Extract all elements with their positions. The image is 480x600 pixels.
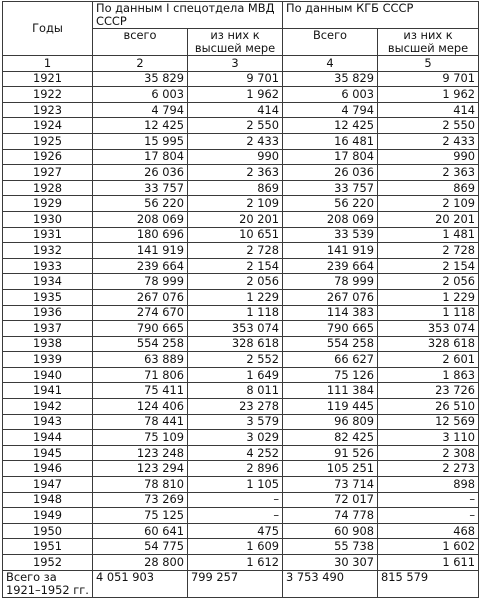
mvd-highest-cell: 328 618 xyxy=(188,336,283,352)
column-number-row xyxy=(3,56,479,72)
year-cell: 1938 xyxy=(3,336,93,352)
mvd-total-cell: 123 294 xyxy=(93,461,188,477)
year-cell: 1951 xyxy=(3,539,93,555)
kgb-total-cell: 267 076 xyxy=(283,289,378,305)
table-row xyxy=(3,523,479,539)
year-cell: 1945 xyxy=(3,445,93,461)
kgb-total-cell: 78 999 xyxy=(283,274,378,290)
mvd-total-cell: 15 995 xyxy=(93,133,188,149)
kgb-highest-cell: 12 569 xyxy=(378,414,479,430)
column-number: 2 xyxy=(93,56,188,72)
repression-statistics-table xyxy=(2,1,479,598)
mvd-highest-cell: 1 609 xyxy=(188,539,283,555)
mvd-highest-cell: 1 649 xyxy=(188,367,283,383)
year-cell: 1934 xyxy=(3,274,93,290)
kgb-total-cell: 55 738 xyxy=(283,539,378,555)
kgb-highest-cell: 1 118 xyxy=(378,305,479,321)
mvd-total-cell: 35 829 xyxy=(93,71,188,87)
kgb-highest-cell: – xyxy=(378,492,479,508)
mvd-highest-cell: 2 433 xyxy=(188,133,283,149)
table-row xyxy=(3,352,479,368)
kgb-total-cell: 33 539 xyxy=(283,227,378,243)
table-row xyxy=(3,367,479,383)
year-cell: 1950 xyxy=(3,523,93,539)
kgb-total-cell: 26 036 xyxy=(283,165,378,181)
kgb-highest-cell: 1 962 xyxy=(378,87,479,103)
kgb-total-cell: 4 794 xyxy=(283,102,378,118)
table-row xyxy=(3,102,479,118)
mvd-highest-cell: 2 056 xyxy=(188,274,283,290)
mvd-total-cell: 26 036 xyxy=(93,165,188,181)
kgb-highest-cell: 2 308 xyxy=(378,445,479,461)
table-header xyxy=(3,2,479,72)
kgb-total-cell: 56 220 xyxy=(283,196,378,212)
kgb-total-cell: 17 804 xyxy=(283,149,378,165)
year-cell: 1939 xyxy=(3,352,93,368)
mvd-total-cell: 124 406 xyxy=(93,399,188,415)
mvd-highest-cell: 353 074 xyxy=(188,321,283,337)
kgb-highest-cell: 1 611 xyxy=(378,555,479,571)
kgb-total-cell: 91 526 xyxy=(283,445,378,461)
mvd-total-cell: 78 810 xyxy=(93,477,188,493)
mvd-total-cell: 75 109 xyxy=(93,430,188,446)
kgb-total-cell: 74 778 xyxy=(283,508,378,524)
kgb-highest-cell: 20 201 xyxy=(378,211,479,227)
year-cell: 1948 xyxy=(3,492,93,508)
mvd-total-cell: 4 794 xyxy=(93,102,188,118)
table-row xyxy=(3,336,479,352)
kgb-highest-cell: 353 074 xyxy=(378,321,479,337)
kgb-highest-cell: 2 109 xyxy=(378,196,479,212)
kgb-highest-cell: 414 xyxy=(378,102,479,118)
mvd-highest-cell: 4 252 xyxy=(188,445,283,461)
kgb-highest-cell: – xyxy=(378,508,479,524)
table-row xyxy=(3,539,479,555)
mvd-total-cell: 75 411 xyxy=(93,383,188,399)
year-cell: 1926 xyxy=(3,149,93,165)
table-row xyxy=(3,555,479,571)
kgb-highest-cell: 2 056 xyxy=(378,274,479,290)
year-cell: 1930 xyxy=(3,211,93,227)
mvd-highest-cell: 8 011 xyxy=(188,383,283,399)
table-row xyxy=(3,71,479,87)
table-row xyxy=(3,149,479,165)
header-group-kgb: По данным КГБ СССР xyxy=(283,2,479,29)
mvd-total-cell: 75 125 xyxy=(93,508,188,524)
mvd-total-cell: 180 696 xyxy=(93,227,188,243)
mvd-total-cell: 71 806 xyxy=(93,367,188,383)
mvd-total-cell: 554 258 xyxy=(93,336,188,352)
total-mvd-total: 4 051 903 xyxy=(93,570,188,597)
kgb-total-cell: 30 307 xyxy=(283,555,378,571)
table-row xyxy=(3,305,479,321)
table-row xyxy=(3,477,479,493)
year-cell: 1944 xyxy=(3,430,93,446)
year-cell: 1942 xyxy=(3,399,93,415)
table-row xyxy=(3,274,479,290)
kgb-highest-cell: 26 510 xyxy=(378,399,479,415)
mvd-total-cell: 208 069 xyxy=(93,211,188,227)
kgb-total-cell: 73 714 xyxy=(283,477,378,493)
table-row xyxy=(3,180,479,196)
year-cell: 1925 xyxy=(3,133,93,149)
table-row xyxy=(3,165,479,181)
year-cell: 1928 xyxy=(3,180,93,196)
year-cell: 1924 xyxy=(3,118,93,134)
table-row xyxy=(3,461,479,477)
kgb-highest-cell: 1 229 xyxy=(378,289,479,305)
mvd-highest-cell: 1 962 xyxy=(188,87,283,103)
mvd-total-cell: 17 804 xyxy=(93,149,188,165)
mvd-highest-cell: 2 154 xyxy=(188,258,283,274)
total-row xyxy=(3,570,479,597)
kgb-highest-cell: 2 363 xyxy=(378,165,479,181)
table-row xyxy=(3,508,479,524)
year-cell: 1936 xyxy=(3,305,93,321)
mvd-total-cell: 790 665 xyxy=(93,321,188,337)
mvd-highest-cell: – xyxy=(188,508,283,524)
total-kgb-total: 3 753 490 xyxy=(283,570,378,597)
year-cell: 1949 xyxy=(3,508,93,524)
mvd-total-cell: 6 003 xyxy=(93,87,188,103)
year-cell: 1941 xyxy=(3,383,93,399)
kgb-highest-cell: 2 273 xyxy=(378,461,479,477)
year-cell: 1935 xyxy=(3,289,93,305)
kgb-highest-cell: 898 xyxy=(378,477,479,493)
kgb-highest-cell: 2 154 xyxy=(378,258,479,274)
table-row xyxy=(3,399,479,415)
header-mvd-total: всего xyxy=(93,29,188,56)
kgb-highest-cell: 869 xyxy=(378,180,479,196)
mvd-highest-cell: 3 029 xyxy=(188,430,283,446)
year-cell: 1943 xyxy=(3,414,93,430)
mvd-highest-cell: 475 xyxy=(188,523,283,539)
kgb-highest-cell: 468 xyxy=(378,523,479,539)
kgb-highest-cell: 990 xyxy=(378,149,479,165)
kgb-total-cell: 75 126 xyxy=(283,367,378,383)
column-number: 5 xyxy=(378,56,479,72)
year-cell: 1922 xyxy=(3,87,93,103)
mvd-total-cell: 54 775 xyxy=(93,539,188,555)
header-kgb-highest: из них к высшей мере xyxy=(378,29,479,56)
kgb-total-cell: 790 665 xyxy=(283,321,378,337)
mvd-highest-cell: 3 579 xyxy=(188,414,283,430)
table-row xyxy=(3,321,479,337)
column-number: 3 xyxy=(188,56,283,72)
mvd-total-cell: 274 670 xyxy=(93,305,188,321)
year-cell: 1931 xyxy=(3,227,93,243)
kgb-total-cell: 105 251 xyxy=(283,461,378,477)
header-mvd-highest: из них к высшей мере xyxy=(188,29,283,56)
table-row xyxy=(3,383,479,399)
mvd-total-cell: 78 999 xyxy=(93,274,188,290)
year-cell: 1923 xyxy=(3,102,93,118)
mvd-total-cell: 56 220 xyxy=(93,196,188,212)
table-row xyxy=(3,243,479,259)
table-row xyxy=(3,87,479,103)
table-row xyxy=(3,227,479,243)
kgb-total-cell: 554 258 xyxy=(283,336,378,352)
table-row xyxy=(3,118,479,134)
column-number: 1 xyxy=(3,56,93,72)
mvd-total-cell: 28 800 xyxy=(93,555,188,571)
kgb-total-cell: 111 384 xyxy=(283,383,378,399)
header-kgb-total: Всего xyxy=(283,29,378,56)
mvd-highest-cell: 20 201 xyxy=(188,211,283,227)
mvd-highest-cell: 9 701 xyxy=(188,71,283,87)
kgb-highest-cell: 9 701 xyxy=(378,71,479,87)
kgb-total-cell: 239 664 xyxy=(283,258,378,274)
kgb-highest-cell: 23 726 xyxy=(378,383,479,399)
year-cell: 1933 xyxy=(3,258,93,274)
kgb-highest-cell: 2 433 xyxy=(378,133,479,149)
table-row xyxy=(3,430,479,446)
kgb-highest-cell: 2 601 xyxy=(378,352,479,368)
mvd-highest-cell: 10 651 xyxy=(188,227,283,243)
year-cell: 1929 xyxy=(3,196,93,212)
kgb-total-cell: 6 003 xyxy=(283,87,378,103)
column-number: 4 xyxy=(283,56,378,72)
table-row xyxy=(3,196,479,212)
kgb-highest-cell: 1 602 xyxy=(378,539,479,555)
table-row xyxy=(3,211,479,227)
year-cell: 1952 xyxy=(3,555,93,571)
mvd-total-cell: 63 889 xyxy=(93,352,188,368)
year-cell: 1946 xyxy=(3,461,93,477)
mvd-total-cell: 141 919 xyxy=(93,243,188,259)
mvd-highest-cell: – xyxy=(188,492,283,508)
mvd-highest-cell: 23 278 xyxy=(188,399,283,415)
total-label: Всего за 1921–1952 гг. xyxy=(3,570,93,597)
mvd-highest-cell: 990 xyxy=(188,149,283,165)
year-cell: 1947 xyxy=(3,477,93,493)
kgb-total-cell: 114 383 xyxy=(283,305,378,321)
year-cell: 1932 xyxy=(3,243,93,259)
kgb-highest-cell: 328 618 xyxy=(378,336,479,352)
kgb-total-cell: 66 627 xyxy=(283,352,378,368)
mvd-highest-cell: 869 xyxy=(188,180,283,196)
mvd-total-cell: 239 664 xyxy=(93,258,188,274)
mvd-total-cell: 60 641 xyxy=(93,523,188,539)
kgb-total-cell: 141 919 xyxy=(283,243,378,259)
mvd-highest-cell: 2 552 xyxy=(188,352,283,368)
kgb-total-cell: 60 908 xyxy=(283,523,378,539)
kgb-total-cell: 12 425 xyxy=(283,118,378,134)
mvd-highest-cell: 2 109 xyxy=(188,196,283,212)
kgb-total-cell: 208 069 xyxy=(283,211,378,227)
kgb-total-cell: 35 829 xyxy=(283,71,378,87)
year-cell: 1937 xyxy=(3,321,93,337)
mvd-total-cell: 267 076 xyxy=(93,289,188,305)
mvd-highest-cell: 2 896 xyxy=(188,461,283,477)
mvd-highest-cell: 414 xyxy=(188,102,283,118)
header-group-mvd: По данным I спецотдела МВД СССР xyxy=(93,2,283,29)
mvd-highest-cell: 1 105 xyxy=(188,477,283,493)
mvd-highest-cell: 1 612 xyxy=(188,555,283,571)
kgb-highest-cell: 3 110 xyxy=(378,430,479,446)
total-mvd-highest: 799 257 xyxy=(188,570,283,597)
table-row xyxy=(3,492,479,508)
mvd-total-cell: 33 757 xyxy=(93,180,188,196)
header-years: Годы xyxy=(3,2,93,56)
kgb-total-cell: 72 017 xyxy=(283,492,378,508)
mvd-highest-cell: 2 550 xyxy=(188,118,283,134)
mvd-total-cell: 78 441 xyxy=(93,414,188,430)
kgb-total-cell: 96 809 xyxy=(283,414,378,430)
kgb-total-cell: 33 757 xyxy=(283,180,378,196)
year-cell: 1921 xyxy=(3,71,93,87)
year-cell: 1927 xyxy=(3,165,93,181)
year-cell: 1940 xyxy=(3,367,93,383)
mvd-highest-cell: 1 118 xyxy=(188,305,283,321)
kgb-highest-cell: 2 728 xyxy=(378,243,479,259)
total-kgb-highest: 815 579 xyxy=(378,570,479,597)
kgb-highest-cell: 2 550 xyxy=(378,118,479,134)
mvd-highest-cell: 2 363 xyxy=(188,165,283,181)
kgb-total-cell: 119 445 xyxy=(283,399,378,415)
mvd-total-cell: 123 248 xyxy=(93,445,188,461)
kgb-highest-cell: 1 481 xyxy=(378,227,479,243)
kgb-total-cell: 82 425 xyxy=(283,430,378,446)
table-row xyxy=(3,445,479,461)
table-row xyxy=(3,133,479,149)
mvd-total-cell: 12 425 xyxy=(93,118,188,134)
kgb-total-cell: 16 481 xyxy=(283,133,378,149)
mvd-total-cell: 73 269 xyxy=(93,492,188,508)
table-body xyxy=(3,71,479,570)
table-row xyxy=(3,289,479,305)
mvd-highest-cell: 2 728 xyxy=(188,243,283,259)
header-row-groups xyxy=(3,2,479,29)
table-row xyxy=(3,414,479,430)
table-row xyxy=(3,258,479,274)
kgb-highest-cell: 1 863 xyxy=(378,367,479,383)
mvd-highest-cell: 1 229 xyxy=(188,289,283,305)
